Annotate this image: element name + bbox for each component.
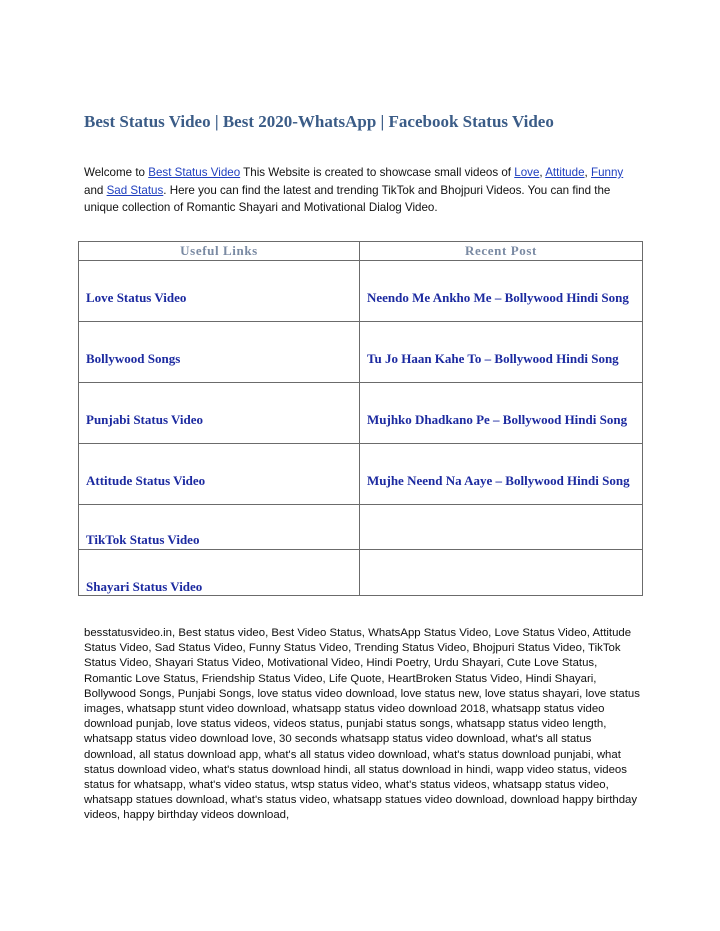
- recent-post-empty: [360, 505, 642, 531]
- intro-text: and: [84, 183, 107, 197]
- table-row: [79, 261, 643, 322]
- intro-text: ,: [584, 166, 591, 179]
- header-recent-post: Recent Post: [360, 242, 643, 261]
- recent-post-link[interactable]: Tu Jo Haan Kahe To – Bollywood Hindi Song: [367, 351, 619, 366]
- link-attitude[interactable]: Attitude: [545, 166, 585, 179]
- link-love[interactable]: Love: [514, 166, 540, 179]
- useful-link-bollywood-songs[interactable]: Bollywood Songs: [86, 351, 181, 366]
- links-table: [78, 241, 643, 596]
- intro-text: ,: [539, 166, 546, 179]
- recent-post-link[interactable]: Neendo Me Ankho Me – Bollywood Hindi Song: [367, 290, 629, 305]
- page-title: Best Status Video | Best 2020-WhatsApp | Facebook Status Video: [84, 112, 554, 131]
- keywords-paragraph: besstatusvideo.in, Best status video, Best Video Status, WhatsApp Status Video, Love Status Video, Attitude Status Video, Sad Status Video, Funny Status Video, Trending Status Video, Bhojpuri Status Video, TikTok Status Video, Shayari Status Video, Motivational Video, Hindi Poetry, Urdu Shayari, Cute Love Status, Romantic Love Status, Friendship Status Video, Life Quote, HeartBroken Status Video, Hindi Shayari, Bollywood Songs, Punjabi Songs, love status video download, love status new, love status shayari, love status images, whatsapp stunt video download, whatsapp status video download 2018, whatsapp status video download punjab, love status videos, videos status, punjabi status songs, whatsapp status video length, whatsapp status video download love, 30 seconds whatsapp status video download, what's all status download, all status download app, what's all status video download, what's status download punjabi, what status download video, what's status download hindi, all status download in hindi, wapp video status, videos status for whatsapp, what's video status, wtsp status video, what's status videos, whatsapp status video, whatsapp statues download, what's status video, whatsapp statues video download, download happy birthday videos, happy birthday videos download,: [84, 627, 640, 822]
- intro-text: This Website is created to showcase small videos of: [240, 166, 515, 179]
- intro-paragraph: [84, 164, 644, 217]
- useful-link-love-status-video[interactable]: Love Status Video: [86, 290, 187, 305]
- table-row: [79, 550, 643, 596]
- intro-text: Welcome to: [84, 166, 149, 179]
- link-funny[interactable]: Funny: [590, 166, 624, 179]
- table-header-row: [79, 242, 643, 261]
- useful-link-punjabi-status-video[interactable]: Punjabi Status Video: [86, 412, 204, 427]
- useful-link-shayari-status-video[interactable]: Shayari Status Video: [86, 579, 203, 594]
- link-sad-status[interactable]: Sad Status: [106, 183, 164, 197]
- table-row: [79, 444, 643, 505]
- useful-link-attitude-status-video[interactable]: Attitude Status Video: [86, 473, 206, 488]
- table-row: [79, 322, 643, 383]
- table-row: [79, 383, 643, 444]
- intro-text: . Here you can find the latest and trending TikTok and Bhojpuri Videos. You can find the unique collection of Romantic Shayari and Motivational Dialog Video.: [84, 183, 611, 214]
- recent-post-link[interactable]: Mujhko Dhadkano Pe – Bollywood Hindi Song: [367, 412, 628, 427]
- header-useful-links: Useful Links: [79, 242, 360, 261]
- link-best-status-video[interactable]: Best Status Video: [148, 166, 241, 179]
- recent-post-empty: [360, 550, 642, 578]
- useful-link-tiktok-status-video[interactable]: TikTok Status Video: [86, 532, 200, 547]
- recent-post-link[interactable]: Mujhe Neend Na Aaye – Bollywood Hindi Song: [367, 473, 630, 488]
- table-row: [79, 505, 643, 550]
